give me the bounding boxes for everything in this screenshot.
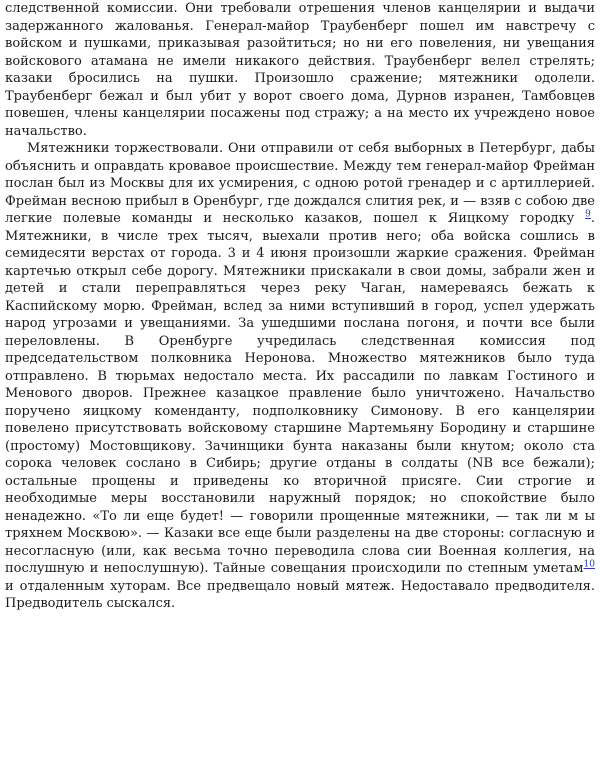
paragraph-1 bbox=[5, 0, 595, 140]
footnote-link-9[interactable]: 9 bbox=[585, 209, 591, 220]
paragraph-2-text-part-2: . Мятежники, в числе трех тысяч, выехали против него; оба войска сошлись в семидесяти верстах от города. 3 и 4 июня произошли жаркие сражения. Фрейман картечью открыл себе дорогу. Мятежники прискакали в свои домы, забрали жен и детей и стали переправляться через реку Чаган, намереваясь бежать к Каспийскому морю. Фрейман, вслед за ними вступивший в город, успел удержать народ угрозами и увещаниями. За ушедшими послана погоня, и почти все были переловлены. В Оренбурге учредилась следственная комиссия под председательством полковника Неронова. Множество мятежников было туда отправлено. В тюрьмах недостало места. Их рассадили по лавкам Гостиного и Менового дворов. Прежнее казацкое правление было уничтожено. Начальство поручено яицкому коменданту, подполковнику Симонову. В его канцелярии повелено присутствовать войсковому старшине Мартемьяну Бородину и старшине (простому) Мостовщикову. Зачинщики бунта наказаны были кнутом; около ста сорока человек сослано в Сибирь; другие отданы в солдаты (NB все бежали); остальные прощены и приведены ко вторичной присяге. Сии строгие и необходимые меры восстановили наружный порядок; но спокойствие было ненадежно. «То ли еще будет! — говорили прощенные мятежники, — так ли м ы тряхнем Москвою». — Казаки все еще были разделены на две стороны: согласную и несогласную (или, как весьма точно переводила слова сии Военная коллегия, на послушную и непослушную). Тайные совещания происходили по степным уметам bbox=[5, 211, 595, 576]
paragraph-2-text-part-3: и отдаленным хуторам. Все предвещало новый мятеж. Недоставало предводителя. Предводитель сыскался. bbox=[5, 578, 595, 611]
document-page bbox=[5, 0, 595, 613]
footnote-link-10[interactable]: 10 bbox=[583, 559, 595, 570]
paragraph-2 bbox=[5, 140, 595, 613]
paragraph-2-text-part-1: Мятежники торжествовали. Они отправили от себя выборных в Петербург, дабы объяснить и оправдать кровавое происшествие. Между тем генерал-майор Фрейман послан был из Москвы для их усмирения, с одною ротой гренадер и с артиллерией. Фрейман весною прибыл в Оренбург, где дождался слития рек, и — взяв с собою две легкие полевые команды и несколько казаков, пошел к Яицкому городку bbox=[5, 141, 595, 226]
paragraph-1-text: следственной комиссии. Они требовали отрешения членов канцелярии и выдачи задержанного жалованья. Генерал-майор Траубенберг пошел им навстречу с войском и пушками, приказывая разойтиться; но ни его повеления, ни увещания войскового атамана не имели никакого действия. Траубенберг велел стрелять; казаки бросились на пушки. Произошло сражение; мятежники одолели. Траубенберг бежал и был убит у ворот своего дома, Дурнов изранен, Тамбовцев повешен, члены канцелярии посажены под стражу; а на место их учреждено новое начальство. bbox=[5, 1, 595, 139]
